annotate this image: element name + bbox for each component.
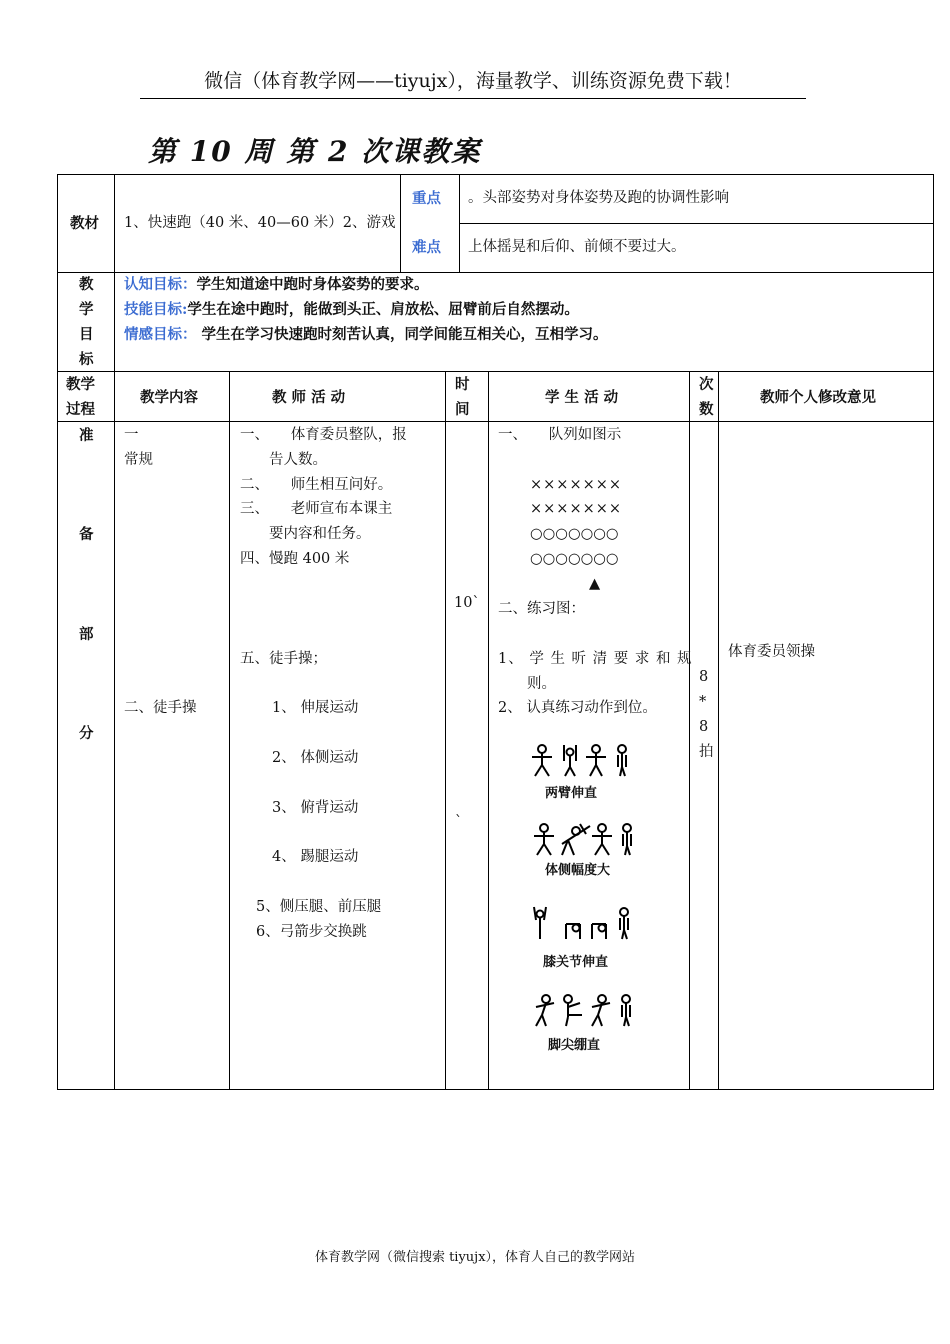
caption-toes-pointed: 脚尖绷直 <box>548 1038 601 1053</box>
page-footer: 体育教学网（微信搜索 tiyujx），体育人自己的教学网站 <box>314 1250 636 1265</box>
stick-figures-knee-straight <box>530 906 634 942</box>
teacher-line-10: 3、 俯背运动 <box>272 800 359 816</box>
key-label: 重点 <box>412 190 441 207</box>
teacher-line-13: 6、弓箭步交换跳 <box>256 924 367 940</box>
col-time-2: 间 <box>455 401 470 418</box>
teacher-line-1: 一、 体育委员整队，报 <box>240 427 407 443</box>
col-notes: 教师个人修改意见 <box>760 389 876 406</box>
teacher-line-6: 四、慢跑 400 米 <box>240 551 350 567</box>
col-content: 教学内容 <box>140 389 198 406</box>
caption-knee-straight: 膝关节伸直 <box>543 955 609 970</box>
formation-row-4: ○○○○○○○ <box>530 551 619 567</box>
goals-label-3: 目 <box>79 326 94 343</box>
stick-figures-arms-straight <box>530 743 634 779</box>
key-text: 。头部姿势对身体姿势及跑的协调性影响 <box>468 190 729 206</box>
col-student: 学 生 活 动 <box>545 389 619 406</box>
goals-label-4: 标 <box>79 351 94 368</box>
formation-row-3: ○○○○○○○ <box>530 526 619 542</box>
caption-arms-straight: 两臂伸直 <box>545 786 598 801</box>
goal-skill: 技能目标:学生在途中跑时，能做到头正、肩放松、屈臂前后自然摆动。 <box>124 301 579 318</box>
teacher-line-11: 4、 踢腿运动 <box>272 849 359 865</box>
stick-figures-side-bend <box>532 822 636 858</box>
material-text: 1、快速跑（40 米、40—60 米）2、游戏 <box>124 215 396 231</box>
content-1-a: 一 <box>124 427 139 443</box>
col-count-1: 次 <box>699 376 714 393</box>
teacher-line-8: 1、 伸展运动 <box>272 700 359 716</box>
process-char-3: 部 <box>79 626 94 643</box>
difficult-text: 上体摇晃和后仰、前倾不要过大。 <box>468 239 686 255</box>
teacher-line-3: 二、 师生相互问好。 <box>240 477 393 493</box>
student-line-1: 一、 队列如图示 <box>498 427 622 443</box>
process-char-1: 准 <box>79 427 94 444</box>
teacher-line-7: 五、徒手操； <box>240 651 327 667</box>
count-2: * <box>699 694 707 710</box>
material-label: 教材 <box>70 215 99 232</box>
student-line-2: 二、练习图： <box>498 601 585 617</box>
time-1: 10` <box>454 595 480 611</box>
col-process-1: 教学 <box>66 376 95 393</box>
col-teacher: 教 师 活 动 <box>272 389 346 406</box>
time-2: ` <box>455 814 463 830</box>
col-count-2: 数 <box>699 401 714 418</box>
teacher-notes: 体育委员领操 <box>728 644 815 660</box>
content-2: 二、徒手操 <box>124 700 197 716</box>
col-time-1: 时 <box>455 376 470 393</box>
count-4: 拍 <box>699 744 714 760</box>
goals-label-2: 学 <box>79 301 94 318</box>
formation-row-1: ××××××× <box>530 477 623 493</box>
col-process-2: 过程 <box>66 401 95 418</box>
count-1: 8 <box>699 669 709 685</box>
goal-cognitive: 认知目标：学生知道途中跑时身体姿势的要求。 <box>124 276 429 293</box>
teacher-line-9: 2、 体侧运动 <box>272 750 359 766</box>
caption-side-bend: 体侧幅度大 <box>545 863 611 878</box>
count-3: 8 <box>699 719 709 735</box>
process-char-4: 分 <box>79 725 94 742</box>
teacher-line-2: 告人数。 <box>240 452 327 468</box>
goals-label-1: 教 <box>79 276 94 293</box>
student-rule-1a: 1、 学 生 听 清 要 求 和 规 <box>498 651 693 667</box>
student-rule-2: 2、 认真练习动作到位。 <box>498 700 657 716</box>
teacher-line-4: 三、 老师宣布本课主 <box>240 501 393 517</box>
formation-row-2: ××××××× <box>530 501 623 517</box>
teacher-line-5: 要内容和任务。 <box>240 526 371 542</box>
goal-affective: 情感目标： 学生在学习快速跑时刻苦认真，同学间能互相关心，互相学习。 <box>124 326 608 343</box>
student-rule-1b: 则。 <box>527 676 556 692</box>
difficult-label: 难点 <box>412 239 441 256</box>
process-char-2: 备 <box>79 526 94 543</box>
page-title: 第 10 周 第 2 次课教案 <box>148 135 482 168</box>
content-1-b: 常规 <box>124 452 153 468</box>
teacher-line-12: 5、侧压腿、前压腿 <box>256 899 382 915</box>
stick-figures-toes-pointed <box>530 993 634 1029</box>
page-header: 微信（体育教学网——tiyujx），海量教学、训练资源免费下载！ <box>140 64 806 99</box>
teacher-marker: ▲ <box>589 576 601 592</box>
